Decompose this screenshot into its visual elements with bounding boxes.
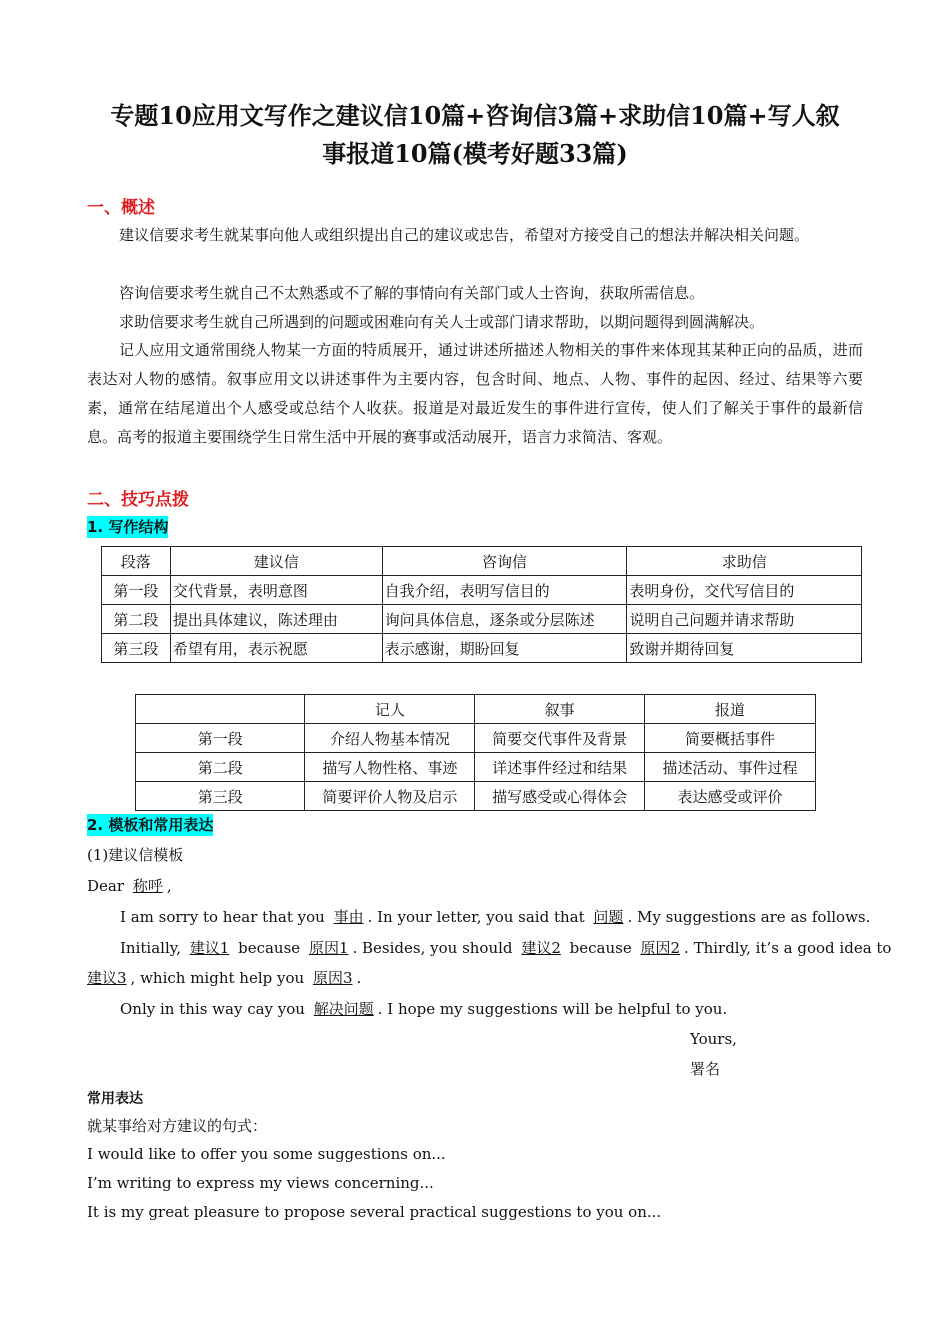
title-line-2: 事报道10篇(模考好题33篇) (322, 139, 628, 168)
blank-reason-2: 原因2 (640, 939, 681, 957)
dear-text: Dear (87, 877, 125, 895)
table-header-row (102, 547, 862, 576)
overview-paragraph-4: 记人应用文通常围绕人物某一方面的特质展开，通过讲述所描述人物相关的事件来体现其某种正向的品质，进而表达对人物的感情。叙事应用文以讲述事件为主要内容，包含时间、地点、人物、事件的起因、经过、结果等六要素，通常在结尾道出个人感受或总结个人收获。报道是对最近发生的事件进行宣传，使人们了解关于事件的最新信息。高考的报道主要围绕学生日常生活中开展的赛事或活动展开，语言力求简洁、客观。 (87, 341, 863, 446)
table-cell: 表明身份，交代写信目的 (627, 576, 862, 605)
table-cell: 详述事件经过和结果 (475, 753, 645, 782)
table-row (102, 605, 862, 634)
structure-table-letters (101, 546, 862, 663)
table-header-cell: 叙事 (475, 695, 645, 724)
table-cell: 询问具体信息，逐条或分层陈述 (382, 605, 627, 634)
table-cell: 说明自己问题并请求帮助 (627, 605, 862, 634)
expression-item: I’m writing to express my views concerning... (87, 1174, 434, 1192)
common-expressions-heading: 常用表达 (87, 1091, 143, 1107)
letter-salutation-line: Dear 称呼 , (87, 877, 172, 895)
section-heading-tips: 二、技巧点拨 (87, 490, 189, 510)
table-cell: 介绍人物基本情况 (305, 724, 475, 753)
text-span: . Thirdly, it’s a good idea to (684, 939, 892, 957)
letter-closing: Yours, (690, 1030, 737, 1048)
table-header-cell: 段落 (102, 547, 171, 576)
text-span: , which might help you (130, 969, 305, 987)
table-cell: 第一段 (136, 724, 305, 753)
table-row (102, 576, 862, 605)
text-span: . My suggestions are as follows. (627, 908, 871, 926)
letter-line-1 (120, 906, 870, 928)
letter-line-3 (87, 967, 361, 989)
table-header-cell: 咨询信 (382, 547, 627, 576)
template-title: (1)建议信模板 (87, 846, 184, 864)
table-cell: 表示感谢，期盼回复 (382, 634, 627, 663)
table-header-cell (136, 695, 305, 724)
text-span: Only in this way cay you (120, 1000, 305, 1018)
blank-problem: 问题 (593, 908, 624, 926)
table-cell: 第三段 (136, 782, 305, 811)
table-cell: 简要概括事件 (645, 724, 816, 753)
letter-signature: 署名 (690, 1060, 721, 1078)
table-cell: 简要评价人物及启示 (305, 782, 475, 811)
blank-reason-3: 原因3 (312, 969, 353, 987)
text-span: because (238, 939, 301, 957)
structure-table-narrative (135, 694, 816, 811)
table-header-cell: 求助信 (627, 547, 862, 576)
table-row (136, 724, 816, 753)
table-cell: 描写人物性格、事迹 (305, 753, 475, 782)
blank-solve-problem: 解决问题 (313, 1000, 374, 1018)
text-span: Initially, (120, 939, 181, 957)
table-cell: 描述活动、事件过程 (645, 753, 816, 782)
letter-line-4 (120, 998, 727, 1020)
table-cell: 提出具体建议，陈述理由 (170, 605, 382, 634)
text-span: . Besides, you should (352, 939, 513, 957)
table-cell: 第二段 (102, 605, 171, 634)
document-title (70, 97, 880, 173)
table-header-cell: 报道 (645, 695, 816, 724)
text-span: . I hope my suggestions will be helpful to you. (377, 1000, 728, 1018)
table-cell: 第二段 (136, 753, 305, 782)
letter-line-2 (120, 937, 891, 959)
table-cell: 第一段 (102, 576, 171, 605)
table-row (102, 634, 862, 663)
table-row (136, 782, 816, 811)
table-cell: 表达感受或评价 (645, 782, 816, 811)
blank-suggestion-1: 建议1 (189, 939, 230, 957)
blank-reason: 事由 (333, 908, 364, 926)
table-header-cell: 建议信 (170, 547, 382, 576)
expression-item: I would like to offer you some suggestions on... (87, 1145, 446, 1163)
table-cell: 交代背景，表明意图 (170, 576, 382, 605)
table-cell: 第三段 (102, 634, 171, 663)
subheading-structure: 1. 写作结构 (87, 518, 169, 536)
table-cell: 希望有用，表示祝愿 (170, 634, 382, 663)
table-header-cell: 记人 (305, 695, 475, 724)
expressions-intro: 就某事给对方建议的句式： (87, 1117, 268, 1135)
table-cell: 描写感受或心得体会 (475, 782, 645, 811)
table-row (136, 753, 816, 782)
overview-paragraph-3: 求助信要求考生就自己所遇到的问题或困难向有关人士或部门请求帮助，以期问题得到圆满解决。 (119, 313, 765, 331)
table-cell: 致谢并期待回复 (627, 634, 862, 663)
blank-suggestion-3: 建议3 (87, 969, 127, 987)
text-span: . In your letter, you said that (367, 908, 585, 926)
blank-suggestion-2: 建议2 (521, 939, 561, 957)
text-span: . (356, 969, 362, 987)
blank-reason-1: 原因1 (308, 939, 349, 957)
title-line-1: 专题10应用文写作之建议信10篇+咨询信3篇+求助信10篇+写人叙 (110, 101, 840, 130)
text-span: because (569, 939, 632, 957)
text-span: I am sorry to hear that you (120, 908, 325, 926)
overview-paragraph-2: 咨询信要求考生就自己不太熟悉或不了解的事情向有关部门或人士咨询，获取所需信息。 (119, 284, 705, 302)
overview-paragraph-1: 建议信要求考生就某事向他人或组织提出自己的建议或忠告，希望对方接受自己的想法并解决相关问题。 (119, 226, 810, 244)
table-cell: 自我介绍，表明写信目的 (382, 576, 627, 605)
table-cell: 简要交代事件及背景 (475, 724, 645, 753)
table-header-row (136, 695, 816, 724)
salutation-blank: 称呼 (132, 877, 163, 895)
subheading-templates: 2. 模板和常用表达 (87, 816, 214, 834)
section-heading-overview: 一、概述 (87, 198, 155, 218)
expression-item: It is my great pleasure to propose several practical suggestions to you on... (87, 1203, 662, 1221)
